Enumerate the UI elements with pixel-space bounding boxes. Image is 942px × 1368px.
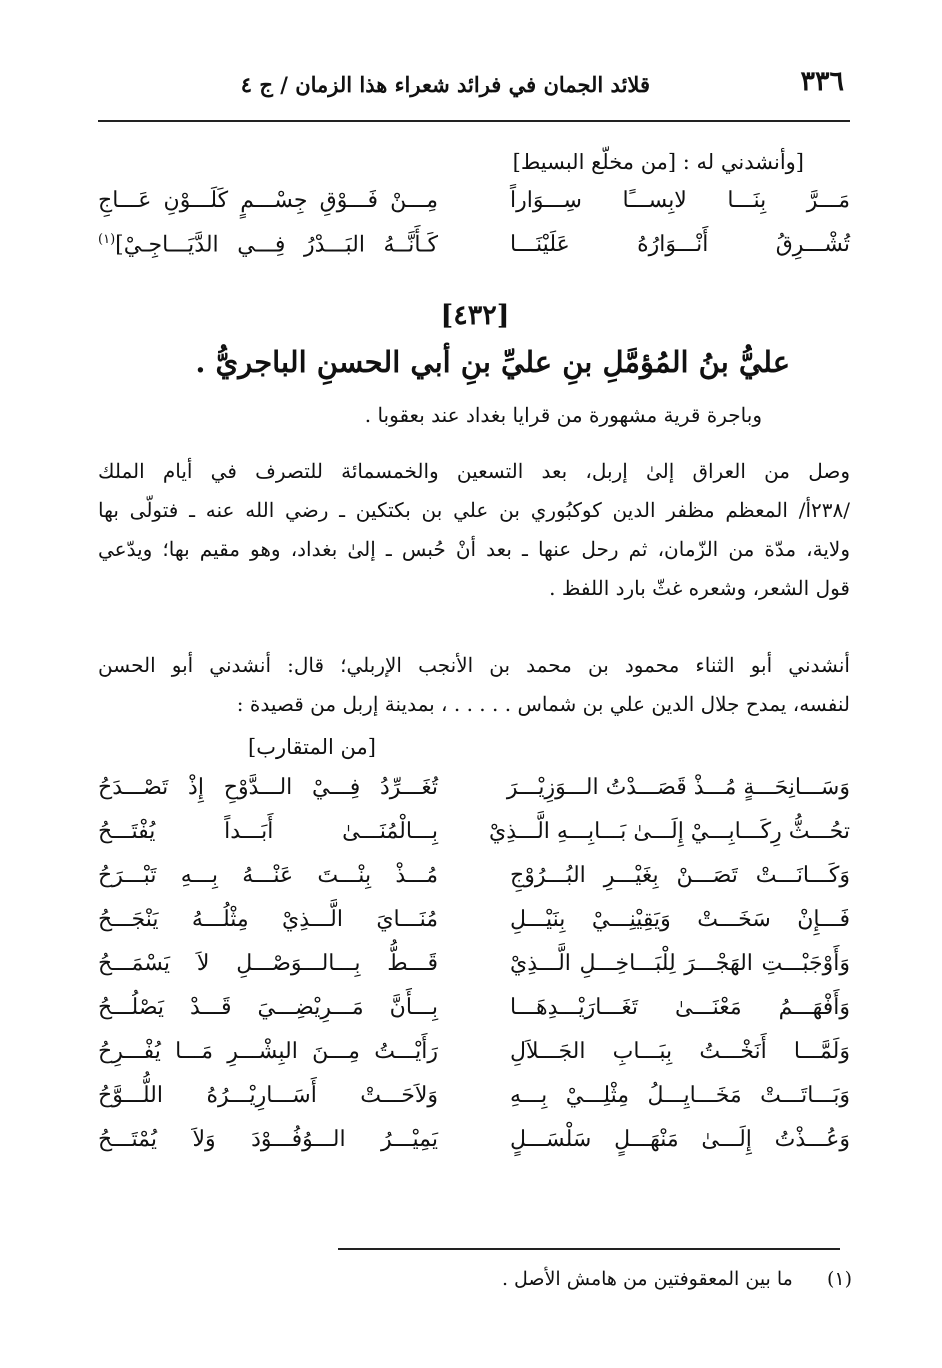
verse-row xyxy=(98,819,850,863)
verse-first-hemistich: وَأَوْجَبْـــتِ الهَجْـــرَ لِلْبَـــاخِـــلِ الَّـــذِيْ xyxy=(510,951,850,976)
poem xyxy=(98,775,850,1171)
verse-second-hemistich xyxy=(98,232,438,257)
verse-first-hemistich: مَـــرَّ بِنَـــا لابِســـًا سِـــوَاراً xyxy=(510,188,850,213)
verse-row xyxy=(98,1039,850,1083)
paragraph-isnad xyxy=(98,646,850,724)
verse-first-hemistich: وَكَـــانَـــتْ تَصَـــنْ بِغَيْـــرِ البُـــرُوْجِ xyxy=(510,863,850,888)
entry-title: عليُّ بنُ المُؤمَّلِ بنِ عليِّ بنِ أبي الحسنِ الباجريُّ . xyxy=(195,345,790,379)
verse-row xyxy=(98,188,850,230)
page-number: ٣٣٦ xyxy=(800,66,844,97)
verse-row xyxy=(98,907,850,951)
verse-first-hemistich: فَـــإِنْ سَخَـــتْ وَيَقِيْنِـــيْ بِنَيْـــلِ xyxy=(510,907,850,932)
running-header-title: قلائد الجمان في فرائد شعراء هذا الزمان / ج ٤ xyxy=(240,72,650,97)
verse-second-hemistich: بِـــالْمُنَـــىٰ أَبَـــداً يُفْتَـــحُ xyxy=(98,819,438,844)
verse-second-hemistich: مُنَـــايَ الَّـــذِيْ مِثْلُـــهُ يَنْجَـــحُ xyxy=(98,907,438,932)
paragraph-line: لنفسه، يمدح جلال الدين علي بن شماس . . . . . ، بمدينة إربل من قصيدة : xyxy=(236,692,850,716)
footnote-number: (١) xyxy=(826,1268,852,1290)
verse-first-hemistich: تُشْـــرِقُ أَنْـــوَارُهُ عَلَيْنَـــا xyxy=(510,232,850,257)
verse-row xyxy=(98,1127,850,1171)
paragraph-biography xyxy=(98,452,850,608)
verse-first-hemistich: وَعُـــذْتُ إِلَـــىٰ مَنْهَـــلٍ سَلْسَـــلٍ xyxy=(510,1127,850,1152)
verse-first-hemistich: وَبَـــاتَـــتْ مَخَـــايِـــلُ مِثْلِـــيْ بِـــهِ xyxy=(510,1083,850,1108)
verse-first-hemistich: وَسَـــانِحَـــةٍ مُـــذْ قَصَـــدْتُ الـــوَزِيْـــرَ xyxy=(506,775,850,800)
intro-line: [وأنشدني له : [من مخلّع البسيط] xyxy=(512,150,804,174)
paragraph-line: /٢٣٨أ/ المعظم مظفر الدين كوكبُوري بن علي بن بكتكين ـ رضي الله عنه ـ فتولّى بها xyxy=(98,498,850,522)
verse-second-hemistich: مُـــذْ بِنْـــتَ عَنْـــهُ بِـــهِ تَبْـــرَحُ xyxy=(98,863,438,888)
verse-second-hemistich: قَـــطُّ بِـــالـــوَصْـــلِ لاَ يَسْمَـــحُ xyxy=(98,951,438,976)
entry-note: وباجرة قرية مشهورة من قرايا بغداد عند بعقوبا . xyxy=(364,403,762,427)
verse-second-hemistich: تُغَـــرِّدُ فِـــيْ الـــدَّوْحِ إِذْ تَصْـــدَحُ xyxy=(98,775,438,800)
verse-first-hemistich: وَأَفْهَـــمُ مَعْنَـــىٰ تَغَـــارَيْـــدِهَـــا xyxy=(510,995,850,1020)
verse-second-hemistich: مِـــنْ فَـــوْقِ جِسْـــمٍ كَلَـــوْنِ عَـــاجِ xyxy=(98,188,438,213)
verse-first-hemistich: تحُـــثُّ رِكَـــابِـــيْ إِلَـــىٰ بَـــابِـــهِ الَّـــذِيْ xyxy=(489,819,850,844)
verse-row xyxy=(98,995,850,1039)
verse-first-hemistich: وَلَمَّـــا أَنَخْـــتُ بِبَـــابِ الجَـــلاَلِ xyxy=(510,1039,850,1064)
footnote-marker: (١) xyxy=(98,232,116,247)
header-rule xyxy=(98,120,850,122)
poem-meter: [من المتقارب] xyxy=(248,735,376,759)
footnote-text: ما بين المعقوفتين من هامش الأصل . xyxy=(501,1268,793,1290)
verse-second-hemistich: وَلاَحَـــتْ أَسَـــارِيْـــرُهُ اللُّـــوَّحُ xyxy=(98,1083,438,1108)
verse-row xyxy=(98,951,850,995)
footnote-rule xyxy=(338,1248,840,1250)
paragraph-line: وصل من العراق إلىٰ إربل، بعد التسعين والخمسمائة للتصرف في أيام الملك xyxy=(98,459,850,483)
paragraph-line: ولاية، مدّة من الزّمان، ثم رحل عنها ـ بعد أنْ حُبس ـ إلىٰ بغداد، وهو مقيم بها؛ ويدّعي xyxy=(98,537,850,561)
verse-text: كَـأَنَّــهُ البَـــدْرُ فِـــي الدَّيَـــاجِـيْ] xyxy=(115,232,438,258)
paragraph-line: قول الشعر، وشعره غثّ بارد اللفظ . xyxy=(549,576,850,600)
paragraph-line: أنشدني أبو الثناء محمود بن محمد بن الأنجب الإربلي؛ قال: أنشدني أبو الحسن xyxy=(98,653,850,677)
footnote xyxy=(502,1268,852,1290)
verse-row xyxy=(98,775,850,819)
verse-second-hemistich: بِـــأَنَّ مَـــرِيْضِـــيَ قَـــدْ يَصْلُـــحُ xyxy=(98,995,438,1020)
verse-row xyxy=(98,1083,850,1127)
entry-number: [٤٣٢] xyxy=(440,300,510,331)
verse-row xyxy=(98,863,850,907)
verse-second-hemistich: يَمِيْـــرُ الـــوُفُـــوْدَ وَلاَ يُمْتَـــحُ xyxy=(98,1127,438,1152)
verse-row xyxy=(98,232,850,274)
verse-second-hemistich: رَأَيْـــتُ مِـــنَ البِشْـــرِ مَـــا يُفْـــرِحُ xyxy=(98,1039,438,1064)
